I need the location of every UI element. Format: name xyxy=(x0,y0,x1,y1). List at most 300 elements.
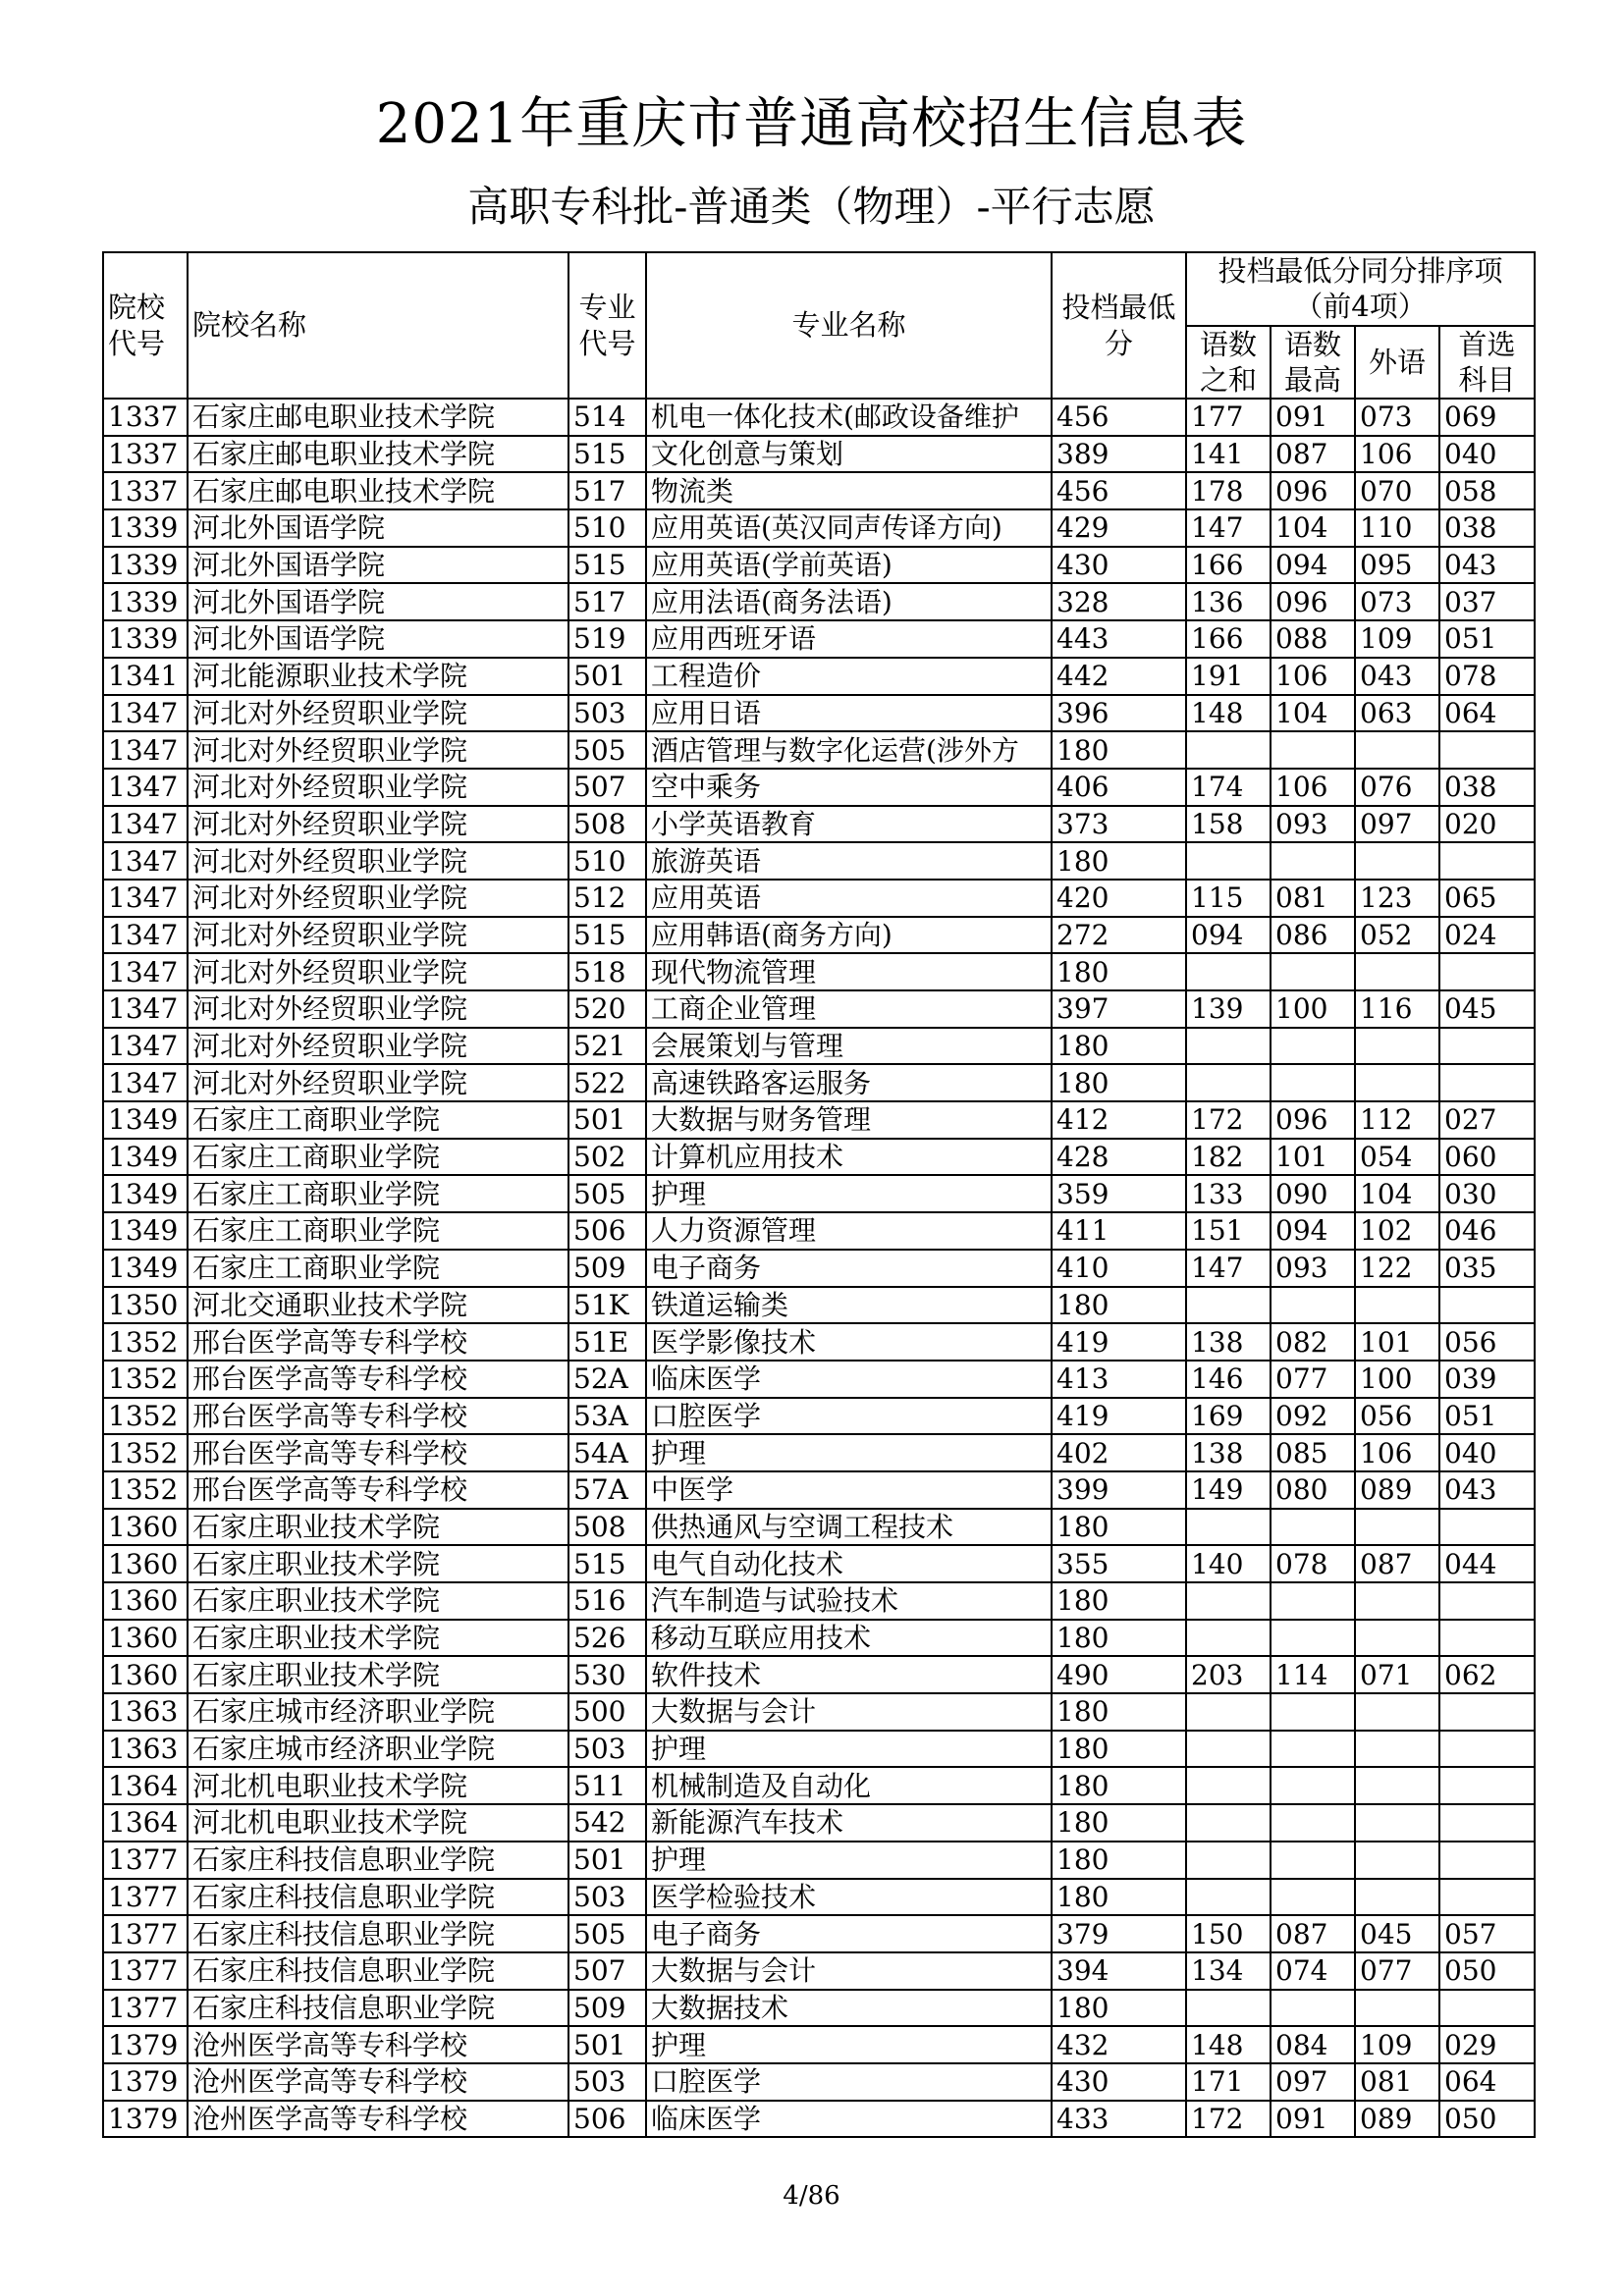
cell-foreign-score: 054 xyxy=(1355,1139,1439,1176)
cell-cn-math-sum xyxy=(1186,1879,1271,1916)
cell-school-name: 石家庄科技信息职业学院 xyxy=(188,1990,568,2027)
cell-major-name: 软件技术 xyxy=(646,1656,1052,1693)
cell-first-subject-score: 058 xyxy=(1439,472,1535,509)
cell-school-name: 河北对外经贸职业学院 xyxy=(188,1028,568,1065)
cell-min-score: 180 xyxy=(1052,953,1186,990)
cell-first-subject-score: 056 xyxy=(1439,1323,1535,1361)
cell-school-name: 石家庄科技信息职业学院 xyxy=(188,1952,568,1990)
cell-foreign-score xyxy=(1355,953,1439,990)
cell-first-subject-score xyxy=(1439,1509,1535,1546)
cell-cn-math-max xyxy=(1271,1842,1355,1879)
cell-cn-math-max xyxy=(1271,1287,1355,1324)
cell-school-name: 石家庄工商职业学院 xyxy=(188,1101,568,1139)
cell-foreign-score: 070 xyxy=(1355,472,1439,509)
cell-major-code: 51E xyxy=(568,1323,646,1361)
cell-foreign-score: 106 xyxy=(1355,1434,1439,1471)
cell-min-score: 419 xyxy=(1052,1398,1186,1435)
cell-cn-math-sum: 148 xyxy=(1186,695,1271,732)
cell-foreign-score xyxy=(1355,1582,1439,1620)
cell-school-name: 河北对外经贸职业学院 xyxy=(188,731,568,769)
cell-school-name: 沧州医学高等专科学校 xyxy=(188,2063,568,2101)
cell-first-subject-score: 027 xyxy=(1439,1101,1535,1139)
cell-min-score: 429 xyxy=(1052,509,1186,547)
cell-cn-math-sum: 115 xyxy=(1186,880,1271,917)
cell-school-name: 河北对外经贸职业学院 xyxy=(188,806,568,843)
cell-major-name: 空中乘务 xyxy=(646,769,1052,806)
header-cn-math-sum: 语数之和 xyxy=(1186,326,1271,400)
cell-min-score: 180 xyxy=(1052,1509,1186,1546)
cell-foreign-score xyxy=(1355,1842,1439,1879)
cell-cn-math-max: 081 xyxy=(1271,880,1355,917)
cell-first-subject-score: 040 xyxy=(1439,1434,1535,1471)
cell-foreign-score: 073 xyxy=(1355,399,1439,436)
cell-school-code: 1347 xyxy=(103,695,188,732)
cell-foreign-score xyxy=(1355,1693,1439,1731)
cell-min-score: 180 xyxy=(1052,1582,1186,1620)
cell-cn-math-max xyxy=(1271,1804,1355,1842)
cell-min-score: 389 xyxy=(1052,436,1186,473)
cell-major-code: 515 xyxy=(568,1545,646,1582)
cell-foreign-score: 102 xyxy=(1355,1212,1439,1250)
cell-foreign-score xyxy=(1355,1879,1439,1916)
cell-cn-math-sum xyxy=(1186,1767,1271,1804)
cell-foreign-score: 052 xyxy=(1355,917,1439,954)
cell-school-name: 河北对外经贸职业学院 xyxy=(188,917,568,954)
table-row xyxy=(103,620,1535,658)
cell-first-subject-score xyxy=(1439,1767,1535,1804)
table-row xyxy=(103,1139,1535,1176)
cell-major-name: 现代物流管理 xyxy=(646,953,1052,990)
cell-major-name: 机电一体化技术(邮政设备维护 xyxy=(646,399,1052,436)
cell-foreign-score: 101 xyxy=(1355,1323,1439,1361)
cell-major-code: 522 xyxy=(568,1064,646,1101)
cell-major-name: 应用日语 xyxy=(646,695,1052,732)
cell-cn-math-max: 086 xyxy=(1271,917,1355,954)
cell-foreign-score: 089 xyxy=(1355,2101,1439,2138)
cell-first-subject-score: 064 xyxy=(1439,695,1535,732)
cell-foreign-score: 089 xyxy=(1355,1471,1439,1509)
table-row xyxy=(103,2026,1535,2063)
cell-first-subject-score: 038 xyxy=(1439,769,1535,806)
cell-foreign-score: 073 xyxy=(1355,583,1439,620)
cell-major-name: 临床医学 xyxy=(646,2101,1052,2138)
cell-major-name: 机械制造及自动化 xyxy=(646,1767,1052,1804)
cell-cn-math-sum: 138 xyxy=(1186,1323,1271,1361)
cell-major-code: 519 xyxy=(568,620,646,658)
cell-cn-math-sum: 166 xyxy=(1186,620,1271,658)
cell-cn-math-max xyxy=(1271,1028,1355,1065)
cell-major-code: 511 xyxy=(568,1767,646,1804)
table-row xyxy=(103,917,1535,954)
cell-school-name: 石家庄城市经济职业学院 xyxy=(188,1693,568,1731)
cell-cn-math-sum xyxy=(1186,1842,1271,1879)
cell-first-subject-score: 046 xyxy=(1439,1212,1535,1250)
cell-school-name: 石家庄工商职业学院 xyxy=(188,1139,568,1176)
cell-school-code: 1379 xyxy=(103,2101,188,2138)
cell-major-code: 515 xyxy=(568,917,646,954)
cell-min-score: 397 xyxy=(1052,990,1186,1028)
cell-school-name: 邢台医学高等专科学校 xyxy=(188,1471,568,1509)
cell-foreign-score: 043 xyxy=(1355,658,1439,695)
cell-school-code: 1349 xyxy=(103,1250,188,1287)
cell-first-subject-score xyxy=(1439,1842,1535,1879)
cell-cn-math-max: 091 xyxy=(1271,2101,1355,2138)
cell-first-subject-score: 050 xyxy=(1439,1952,1535,1990)
cell-school-code: 1364 xyxy=(103,1767,188,1804)
table-row xyxy=(103,1101,1535,1139)
cell-cn-math-max xyxy=(1271,1990,1355,2027)
cell-school-name: 邢台医学高等专科学校 xyxy=(188,1361,568,1398)
cell-major-name: 酒店管理与数字化运营(涉外方 xyxy=(646,731,1052,769)
cell-min-score: 180 xyxy=(1052,1731,1186,1768)
cell-school-code: 1364 xyxy=(103,1804,188,1842)
cell-min-score: 420 xyxy=(1052,880,1186,917)
cell-cn-math-max: 097 xyxy=(1271,2063,1355,2101)
cell-cn-math-sum: 148 xyxy=(1186,2026,1271,2063)
cell-school-name: 河北对外经贸职业学院 xyxy=(188,953,568,990)
cell-cn-math-sum: 140 xyxy=(1186,1545,1271,1582)
cell-min-score: 443 xyxy=(1052,620,1186,658)
cell-first-subject-score xyxy=(1439,1287,1535,1324)
table-row xyxy=(103,2063,1535,2101)
cell-cn-math-sum: 146 xyxy=(1186,1361,1271,1398)
cell-school-name: 石家庄职业技术学院 xyxy=(188,1509,568,1546)
cell-school-code: 1377 xyxy=(103,1879,188,1916)
cell-foreign-score xyxy=(1355,1509,1439,1546)
cell-school-name: 石家庄邮电职业技术学院 xyxy=(188,436,568,473)
cell-school-code: 1347 xyxy=(103,842,188,880)
cell-school-code: 1347 xyxy=(103,880,188,917)
cell-major-name: 护理 xyxy=(646,1434,1052,1471)
table-row xyxy=(103,1361,1535,1398)
cell-school-code: 1360 xyxy=(103,1656,188,1693)
cell-min-score: 410 xyxy=(1052,1250,1186,1287)
cell-school-name: 石家庄城市经济职业学院 xyxy=(188,1731,568,1768)
cell-foreign-score: 116 xyxy=(1355,990,1439,1028)
cell-foreign-score: 063 xyxy=(1355,695,1439,732)
cell-major-code: 508 xyxy=(568,806,646,843)
cell-foreign-score: 081 xyxy=(1355,2063,1439,2101)
cell-cn-math-sum: 158 xyxy=(1186,806,1271,843)
cell-major-code: 53A xyxy=(568,1398,646,1435)
cell-min-score: 355 xyxy=(1052,1545,1186,1582)
cell-min-score: 180 xyxy=(1052,1620,1186,1657)
cell-major-name: 临床医学 xyxy=(646,1361,1052,1398)
cell-cn-math-sum xyxy=(1186,1990,1271,2027)
cell-major-name: 电子商务 xyxy=(646,1250,1052,1287)
cell-min-score: 373 xyxy=(1052,806,1186,843)
cell-foreign-score xyxy=(1355,1990,1439,2027)
cell-major-code: 54A xyxy=(568,1434,646,1471)
table-row xyxy=(103,1693,1535,1731)
cell-major-name: 中医学 xyxy=(646,1471,1052,1509)
cell-cn-math-sum xyxy=(1186,1028,1271,1065)
table-row xyxy=(103,509,1535,547)
cell-major-name: 医学检验技术 xyxy=(646,1879,1052,1916)
cell-cn-math-max xyxy=(1271,1064,1355,1101)
cell-cn-math-sum: 166 xyxy=(1186,547,1271,584)
cell-school-name: 河北交通职业技术学院 xyxy=(188,1287,568,1324)
cell-cn-math-sum: 149 xyxy=(1186,1471,1271,1509)
cell-major-name: 护理 xyxy=(646,1175,1052,1212)
cell-major-name: 医学影像技术 xyxy=(646,1323,1052,1361)
cell-min-score: 180 xyxy=(1052,731,1186,769)
cell-school-code: 1377 xyxy=(103,1915,188,1952)
cell-major-name: 大数据与会计 xyxy=(646,1952,1052,1990)
cell-school-code: 1341 xyxy=(103,658,188,695)
page-number: 4/86 xyxy=(783,2181,840,2211)
cell-cn-math-max xyxy=(1271,1731,1355,1768)
cell-min-score: 180 xyxy=(1052,1028,1186,1065)
cell-cn-math-sum: 134 xyxy=(1186,1952,1271,1990)
cell-foreign-score: 122 xyxy=(1355,1250,1439,1287)
cell-major-name: 电子商务 xyxy=(646,1915,1052,1952)
cell-major-code: 51K xyxy=(568,1287,646,1324)
cell-first-subject-score xyxy=(1439,1879,1535,1916)
cell-min-score: 432 xyxy=(1052,2026,1186,2063)
cell-min-score: 359 xyxy=(1052,1175,1186,1212)
cell-major-code: 520 xyxy=(568,990,646,1028)
cell-major-code: 501 xyxy=(568,658,646,695)
cell-major-code: 505 xyxy=(568,1175,646,1212)
cell-cn-math-max xyxy=(1271,953,1355,990)
cell-cn-math-max: 093 xyxy=(1271,1250,1355,1287)
cell-school-code: 1363 xyxy=(103,1731,188,1768)
cell-major-name: 护理 xyxy=(646,2026,1052,2063)
cell-first-subject-score xyxy=(1439,953,1535,990)
cell-cn-math-sum: 172 xyxy=(1186,1101,1271,1139)
cell-first-subject-score: 069 xyxy=(1439,399,1535,436)
cell-first-subject-score: 064 xyxy=(1439,2063,1535,2101)
cell-school-code: 1347 xyxy=(103,953,188,990)
cell-major-code: 521 xyxy=(568,1028,646,1065)
cell-cn-math-max: 106 xyxy=(1271,658,1355,695)
cell-major-name: 应用西班牙语 xyxy=(646,620,1052,658)
cell-school-name: 河北外国语学院 xyxy=(188,509,568,547)
table-row xyxy=(103,1620,1535,1657)
cell-school-name: 河北对外经贸职业学院 xyxy=(188,842,568,880)
cell-cn-math-max: 096 xyxy=(1271,472,1355,509)
cell-foreign-score: 056 xyxy=(1355,1398,1439,1435)
cell-first-subject-score: 060 xyxy=(1439,1139,1535,1176)
cell-school-name: 石家庄科技信息职业学院 xyxy=(188,1842,568,1879)
cell-first-subject-score xyxy=(1439,1028,1535,1065)
table-row xyxy=(103,1879,1535,1916)
cell-cn-math-sum: 151 xyxy=(1186,1212,1271,1250)
table-row xyxy=(103,1915,1535,1952)
cell-major-name: 计算机应用技术 xyxy=(646,1139,1052,1176)
cell-cn-math-max: 085 xyxy=(1271,1434,1355,1471)
cell-school-name: 河北对外经贸职业学院 xyxy=(188,695,568,732)
table-body xyxy=(103,399,1535,2137)
table-row xyxy=(103,1028,1535,1065)
cell-cn-math-max: 084 xyxy=(1271,2026,1355,2063)
cell-cn-math-sum: 136 xyxy=(1186,583,1271,620)
cell-major-name: 口腔医学 xyxy=(646,2063,1052,2101)
table-row xyxy=(103,1990,1535,2027)
cell-major-name: 电气自动化技术 xyxy=(646,1545,1052,1582)
cell-cn-math-sum: 150 xyxy=(1186,1915,1271,1952)
cell-foreign-score: 095 xyxy=(1355,547,1439,584)
cell-major-code: 515 xyxy=(568,547,646,584)
cell-cn-math-sum: 171 xyxy=(1186,2063,1271,2101)
header-foreign: 外语 xyxy=(1355,326,1439,400)
cell-school-name: 河北外国语学院 xyxy=(188,583,568,620)
cell-major-name: 供热通风与空调工程技术 xyxy=(646,1509,1052,1546)
cell-school-code: 1360 xyxy=(103,1545,188,1582)
cell-first-subject-score: 029 xyxy=(1439,2026,1535,2063)
cell-major-name: 口腔医学 xyxy=(646,1398,1052,1435)
cell-first-subject-score: 043 xyxy=(1439,1471,1535,1509)
table-row xyxy=(103,1250,1535,1287)
table-row xyxy=(103,1398,1535,1435)
cell-foreign-score xyxy=(1355,731,1439,769)
table-row xyxy=(103,1842,1535,1879)
cell-min-score: 180 xyxy=(1052,1879,1186,1916)
cell-cn-math-sum: 172 xyxy=(1186,2101,1271,2138)
cell-major-code: 501 xyxy=(568,1842,646,1879)
cell-min-score: 428 xyxy=(1052,1139,1186,1176)
table-row xyxy=(103,842,1535,880)
cell-major-code: 52A xyxy=(568,1361,646,1398)
cell-foreign-score: 076 xyxy=(1355,769,1439,806)
cell-foreign-score: 110 xyxy=(1355,509,1439,547)
cell-school-code: 1377 xyxy=(103,1990,188,2027)
cell-school-name: 河北外国语学院 xyxy=(188,620,568,658)
cell-first-subject-score: 020 xyxy=(1439,806,1535,843)
cell-school-name: 河北能源职业技术学院 xyxy=(188,658,568,695)
cell-school-code: 1347 xyxy=(103,1028,188,1065)
page-subtitle: 高职专科批-普通类（物理）-平行志愿 xyxy=(467,183,1156,231)
cell-first-subject-score: 062 xyxy=(1439,1656,1535,1693)
cell-cn-math-sum: 203 xyxy=(1186,1656,1271,1693)
cell-min-score: 180 xyxy=(1052,842,1186,880)
cell-school-code: 1360 xyxy=(103,1509,188,1546)
cell-school-code: 1347 xyxy=(103,917,188,954)
cell-foreign-score: 104 xyxy=(1355,1175,1439,1212)
table-row xyxy=(103,769,1535,806)
header-major-name: 专业名称 xyxy=(646,252,1052,399)
cell-school-name: 邢台医学高等专科学校 xyxy=(188,1398,568,1435)
cell-min-score: 411 xyxy=(1052,1212,1186,1250)
cell-major-code: 501 xyxy=(568,1101,646,1139)
cell-cn-math-sum xyxy=(1186,953,1271,990)
cell-min-score: 399 xyxy=(1052,1471,1186,1509)
cell-foreign-score: 106 xyxy=(1355,436,1439,473)
cell-school-code: 1379 xyxy=(103,2026,188,2063)
cell-cn-math-max: 088 xyxy=(1271,620,1355,658)
cell-school-name: 河北机电职业技术学院 xyxy=(188,1804,568,1842)
cell-foreign-score: 071 xyxy=(1355,1656,1439,1693)
cell-first-subject-score: 065 xyxy=(1439,880,1535,917)
cell-min-score: 402 xyxy=(1052,1434,1186,1471)
cell-school-name: 河北对外经贸职业学院 xyxy=(188,990,568,1028)
cell-min-score: 442 xyxy=(1052,658,1186,695)
cell-cn-math-sum: 182 xyxy=(1186,1139,1271,1176)
table-row xyxy=(103,1323,1535,1361)
cell-school-name: 河北对外经贸职业学院 xyxy=(188,769,568,806)
cell-major-name: 大数据与财务管理 xyxy=(646,1101,1052,1139)
cell-first-subject-score: 045 xyxy=(1439,990,1535,1028)
cell-major-name: 新能源汽车技术 xyxy=(646,1804,1052,1842)
cell-school-code: 1377 xyxy=(103,1952,188,1990)
cell-major-name: 会展策划与管理 xyxy=(646,1028,1052,1065)
cell-major-code: 509 xyxy=(568,1250,646,1287)
cell-school-code: 1379 xyxy=(103,2063,188,2101)
cell-cn-math-max xyxy=(1271,1767,1355,1804)
cell-major-name: 汽车制造与试验技术 xyxy=(646,1582,1052,1620)
cell-school-code: 1339 xyxy=(103,547,188,584)
cell-major-name: 文化创意与策划 xyxy=(646,436,1052,473)
cell-foreign-score xyxy=(1355,1064,1439,1101)
cell-min-score: 328 xyxy=(1052,583,1186,620)
cell-major-code: 503 xyxy=(568,1879,646,1916)
cell-cn-math-sum: 178 xyxy=(1186,472,1271,509)
cell-foreign-score: 123 xyxy=(1355,880,1439,917)
table-row xyxy=(103,399,1535,436)
cell-cn-math-max: 087 xyxy=(1271,436,1355,473)
cell-min-score: 180 xyxy=(1052,1693,1186,1731)
cell-school-code: 1349 xyxy=(103,1212,188,1250)
cell-first-subject-score xyxy=(1439,1582,1535,1620)
cell-min-score: 490 xyxy=(1052,1656,1186,1693)
cell-cn-math-max: 074 xyxy=(1271,1952,1355,1990)
cell-school-code: 1349 xyxy=(103,1139,188,1176)
table-row xyxy=(103,436,1535,473)
cell-cn-math-max: 104 xyxy=(1271,695,1355,732)
cell-cn-math-max: 093 xyxy=(1271,806,1355,843)
cell-school-name: 石家庄工商职业学院 xyxy=(188,1250,568,1287)
cell-min-score: 180 xyxy=(1052,1064,1186,1101)
cell-cn-math-max xyxy=(1271,1693,1355,1731)
cell-cn-math-max: 090 xyxy=(1271,1175,1355,1212)
cell-major-code: 500 xyxy=(568,1693,646,1731)
header-school-code: 院校代号 xyxy=(103,252,188,399)
cell-first-subject-score xyxy=(1439,1064,1535,1101)
cell-major-name: 人力资源管理 xyxy=(646,1212,1052,1250)
cell-school-name: 沧州医学高等专科学校 xyxy=(188,2026,568,2063)
cell-min-score: 406 xyxy=(1052,769,1186,806)
cell-cn-math-max: 077 xyxy=(1271,1361,1355,1398)
cell-school-code: 1347 xyxy=(103,731,188,769)
cell-first-subject-score: 030 xyxy=(1439,1175,1535,1212)
cell-school-code: 1352 xyxy=(103,1434,188,1471)
cell-min-score: 180 xyxy=(1052,1842,1186,1879)
cell-major-name: 大数据与会计 xyxy=(646,1693,1052,1731)
cell-cn-math-max: 094 xyxy=(1271,1212,1355,1250)
cell-min-score: 180 xyxy=(1052,1287,1186,1324)
cell-school-name: 石家庄邮电职业技术学院 xyxy=(188,472,568,509)
cell-cn-math-max xyxy=(1271,1620,1355,1657)
cell-cn-math-max: 092 xyxy=(1271,1398,1355,1435)
cell-school-code: 1347 xyxy=(103,1064,188,1101)
cell-foreign-score: 109 xyxy=(1355,620,1439,658)
table-row xyxy=(103,1509,1535,1546)
cell-major-code: 503 xyxy=(568,695,646,732)
cell-first-subject-score xyxy=(1439,1804,1535,1842)
cell-cn-math-sum xyxy=(1186,1287,1271,1324)
cell-major-name: 移动互联应用技术 xyxy=(646,1620,1052,1657)
table-row xyxy=(103,1212,1535,1250)
cell-cn-math-max xyxy=(1271,1879,1355,1916)
cell-first-subject-score xyxy=(1439,1693,1535,1731)
cell-school-code: 1347 xyxy=(103,806,188,843)
cell-min-score: 396 xyxy=(1052,695,1186,732)
cell-school-code: 1352 xyxy=(103,1398,188,1435)
cell-major-code: 508 xyxy=(568,1509,646,1546)
cell-major-code: 518 xyxy=(568,953,646,990)
cell-school-name: 河北外国语学院 xyxy=(188,547,568,584)
